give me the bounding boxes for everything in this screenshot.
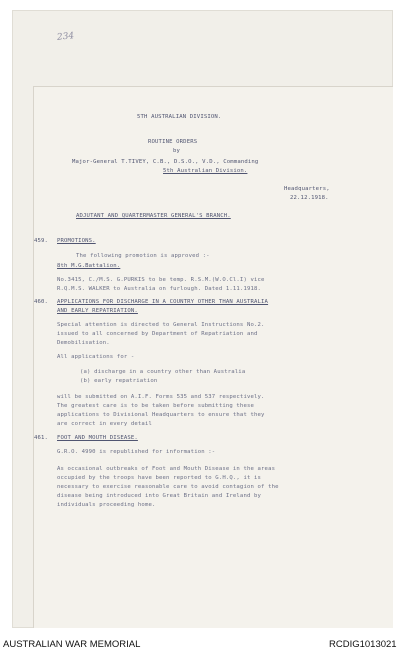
headquarters-label: Headquarters, (284, 186, 330, 192)
division-title: 5TH AUSTRALIAN DIVISION. (137, 114, 222, 120)
item-text-line: Special attention is directed to General Instructions No.2. (57, 322, 265, 328)
item-option: (b) early repatriation (80, 378, 158, 384)
item-option: (a) discharge in a country other than Australia (80, 369, 246, 375)
order-date: 22.12.1918. (290, 195, 329, 201)
item-title: APPLICATIONS FOR DISCHARGE IN A COUNTRY OTHER THAN AUSTRALIA (57, 299, 269, 305)
item-title: PROMOTIONS. (57, 238, 96, 244)
item-number: 460. (34, 299, 49, 305)
item-text-line: individuals proceeding home. (57, 502, 156, 508)
item-text-line: necessary to exercise reasonable care to avoid contagion of the (57, 484, 279, 490)
archive-credit: AUSTRALIAN WAR MEMORIAL (3, 639, 141, 650)
item-text-line: occupied by the troops have been reported to G.H.Q., it is (57, 475, 262, 481)
item-text-line: As occasional outbreaks of Foot and Mouth Disease in the areas (57, 466, 276, 472)
item-text-line: will be submitted on A.I.F. Forms 535 and 537 respectively. (57, 394, 265, 400)
item-text-line: The following promotion is approved :- (76, 253, 210, 259)
routine-orders-title: ROUTINE ORDERS (148, 139, 198, 145)
item-number: 459. (34, 238, 49, 244)
item-text-line: R.Q.M.S. WALKER to Australia on furlough. Dated 1.11.1918. (57, 286, 262, 292)
item-text-line: The greatest care is to be taken before submitting these (57, 403, 254, 409)
branch-title: ADJUTANT AND QUARTERMASTER GENERAL'S BRANCH. (76, 213, 231, 219)
item-text-line: Demobilisation. (57, 340, 110, 346)
record-id: RCDIG1013021 (329, 639, 397, 650)
item-text-line: G.R.O. 4990 is republished for information :- (57, 449, 216, 455)
folio-number: 234 (56, 31, 75, 43)
item-text-line: No.3415, C./M.S. G.PURKIS to be temp. R.S.M.(W.O.Cl.I) vice (57, 277, 265, 283)
item-text-line: applications to Divisional Headquarters to ensure that they (57, 412, 265, 418)
item-text-line: 8th M.G.Battalion. (57, 263, 121, 269)
item-number: 461. (34, 435, 49, 441)
by-label: by (173, 148, 181, 154)
item-title: FOOT AND MOUTH DISEASE. (57, 435, 138, 441)
item-text-line: issued to all concerned by Department of Repatriation and (57, 331, 258, 337)
item-text-line: are correct in every detail (57, 421, 152, 427)
item-text-line: disease being introduced into Great Britain and Ireland by (57, 493, 262, 499)
item-text-line: All applications for - (57, 354, 135, 360)
division-name: 5th Australian Division. (163, 168, 248, 174)
commanding-officer: Major-General T.TIVEY, C.B., D.S.O., V.D., Commanding (72, 159, 259, 165)
item-title: AND EARLY REPATRIATION. (57, 308, 138, 314)
